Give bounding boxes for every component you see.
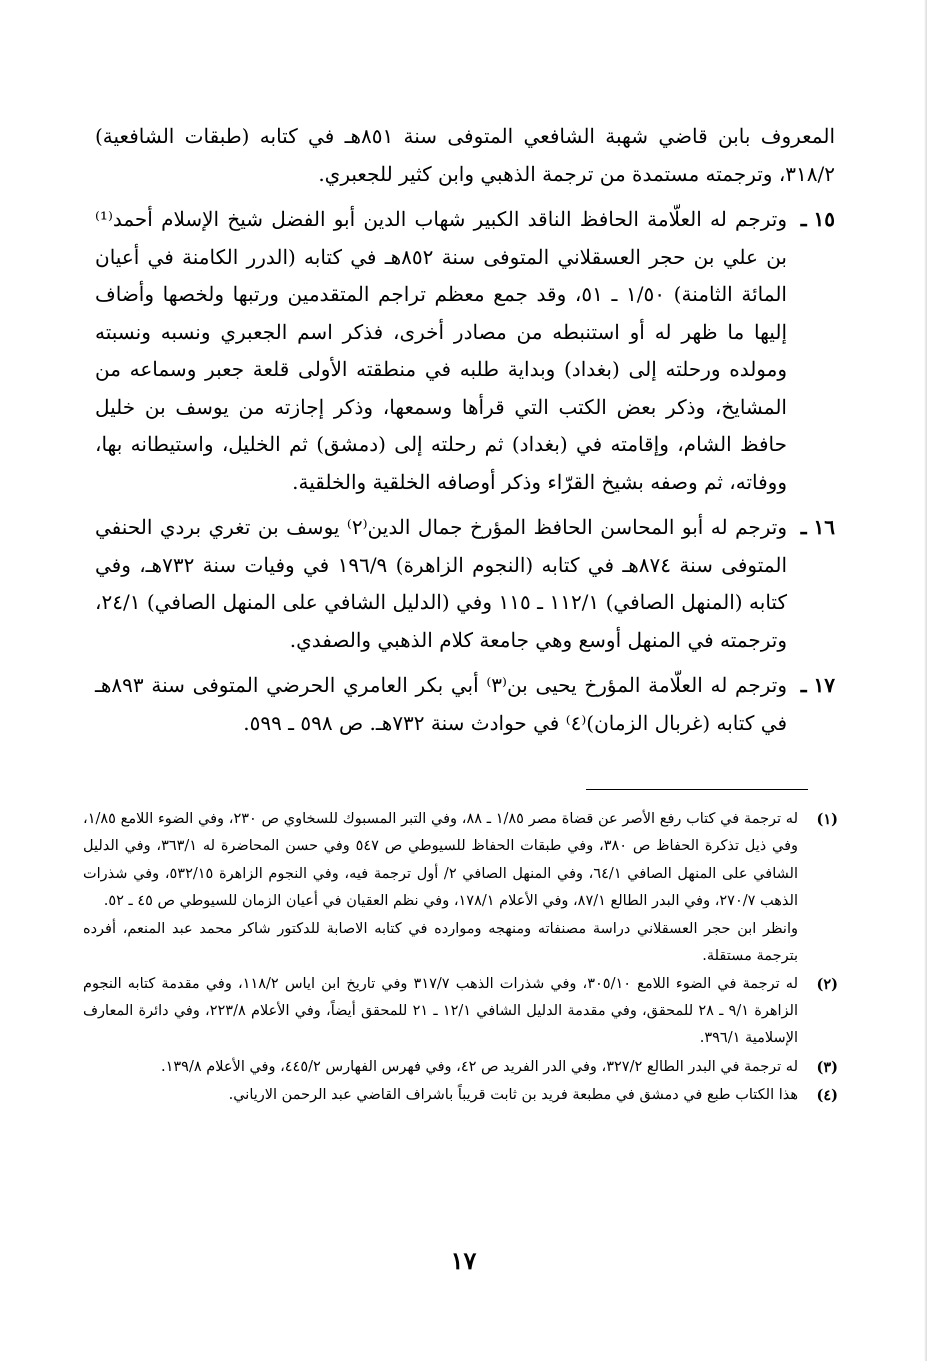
footnote-1 [83, 806, 838, 915]
item-17 [95, 667, 835, 742]
paragraph-continued: المعروف بابن قاضي شهبة الشافعي المتوفى سنة ٨٥١هـ في كتابه (طبقات الشافعية) ٣١٨/٢، وترجمته مستمدة من ترجمة الذهبي وابن كثير للجعبري. [95, 124, 836, 186]
footnote-1-number: (١) [816, 811, 838, 828]
footnote-2-number: (٢) [816, 975, 838, 993]
footnote-4 [83, 1082, 838, 1109]
item-16 [95, 509, 835, 659]
item-15-number: ١٥ ـ [800, 207, 835, 231]
item-15-text: وترجم له العلّامة الحافظ الناقد الكبير شهاب الدين أبو الفضل شيخ الإسلام أحمد⁽¹⁾ بن علي بن حجر العسقلاني المتوفى سنة ٨٥٢هـ في كتابه (الدرر الكامنة في أعيان المائة الثامنة) ١/٥٠ ـ ٥١، وقد جمع معظم تراجم المتقدمين ورتبها ولخصها وأضاف إليها ما ظهر له أو استنبطه من مصادر أخرى، فذكر اسم الجعبري ونسبه ونسبته ومولده ورحلته إلى (بغداد) وبداية طلبه في منطقته الأولى قلعة جعبر وسماعه من المشايخ، وذكر بعض الكتب التي قرأها وسمعها، وذكر إجازته من يوسف بن خليل حافظ الشام، وإقامته في (بغداد) ثم رحلته إلى (دمشق) ثم الخليل، واستيطانه بها، ووفاته، ثم وصفه بشيخ القرّاء وذكر أوصافه الخلقية والخلقية. [95, 207, 787, 494]
footnote-1-text: له ترجمة في كتاب رفع الأصر عن قضاة مصر ١/٨٥ ـ ٨٨، وفي التبر المسبوك للسخاوي ص ٢٣٠، وفي الضوء اللامع ١/٨٥، وفي ذيل تذكرة الحفاظ ص ٣٨٠، وفي طبقات الحفاظ للسيوطي ص ٥٤٧ وفي حسن المحاضرة له ٣٦٣/١، وفي الدليل الشافي على المنهل الصافي ٦٤/١، وفي المنهل الصافي ٢/ أول ترجمة فيه، وفي النجوم الزاهرة ٥٣٢/١٥، وفي شذرات الذهب ٢٧٠/٧، وفي البدر الطالع ٨٧/١، وفي الأعلام ١٧٨/١، وفي نظم العقيان في أعيان الزمان للسيوطي ص ٤٥ ـ ٥٢. [83, 811, 799, 909]
main-text [95, 118, 835, 750]
footnote-3-number: (٣) [816, 1058, 838, 1076]
item-16-number: ١٦ ـ [800, 515, 835, 539]
footnote-2 [83, 971, 838, 1053]
item-16-text: وترجم له أبو المحاسن الحافظ المؤرخ جمال الدين⁽٢⁾ يوسف بن تغري بردي الحنفي المتوفى سنة ٨٧٤هـ في كتابه (النجوم الزاهرة) ١٩٦/٩ في وفيات سنة ٧٣٢هـ، وفي كتابه (المنهل الصافي) ١١٢/١ ـ ١١٥ وفي (الدليل الشافي على المنهل الصافي) ٢٤/١، وترجمته في المنهل أوسع وهي جامعة كلام الذهبي والصفدي. [95, 515, 788, 652]
item-17-text: وترجم له العلّامة المؤرخ يحيى بن⁽٣⁾ أبي بكر العامري الحرضي المتوفى سنة ٨٩٣هـ في كتابه (غربال الزمان)⁽٤⁾ في حوادث سنة ٧٣٢هـ. ص ٥٩٨ ـ ٥٩٩. [95, 673, 787, 735]
footnote-3 [83, 1054, 838, 1081]
footnote-4-text: هذا الكتاب طبع في دمشق في مطبعة فريد بن ثابت قريباً باشراف القاضي عبد الرحمن الارياني. [228, 1086, 798, 1103]
footnotes [83, 806, 838, 1110]
page-number: ١٧ [450, 1246, 477, 1275]
footnote-2-text: له ترجمة في الضوء اللامع ٣٠٥/١٠، وفي شذرات الذهب ٣١٧/٧ وفي تاريخ ابن اياس ١١٨/٢، وفي مقدمة كتابه النجوم الزاهرة ٩/١ ـ ٢٨ للمحقق، وفي مقدمة الدليل الشافي ١٢/١ ـ ٢١ للمحقق أيضاً، وفي الأعلام ٢٢٣/٨، وفي دائرة المعارف الإسلامية ٣٩٦/١. [83, 975, 799, 1047]
footnote-3-text: له ترجمة في البدر الطالع ٣٢٧/٢، وفي الدر الفريد ص ٤٢، وفي فهرس الفهارس ٤٤٥/٢، وفي الأعلام ١٣٩/٨. [161, 1058, 798, 1075]
item-17-number: ١٧ ـ [800, 673, 835, 697]
footnote-1-continued: وانظر ابن حجر العسقلاني دراسة مصنفاته ومنهجه وموارده في كتابه الاصابة للدكتور شاكر محمد عبد المنعم، أفرده بترجمة مستقلة. [83, 921, 798, 965]
item-15 [95, 201, 835, 501]
footnote-4-number: (٤) [816, 1086, 838, 1104]
footnote-separator [586, 789, 808, 790]
